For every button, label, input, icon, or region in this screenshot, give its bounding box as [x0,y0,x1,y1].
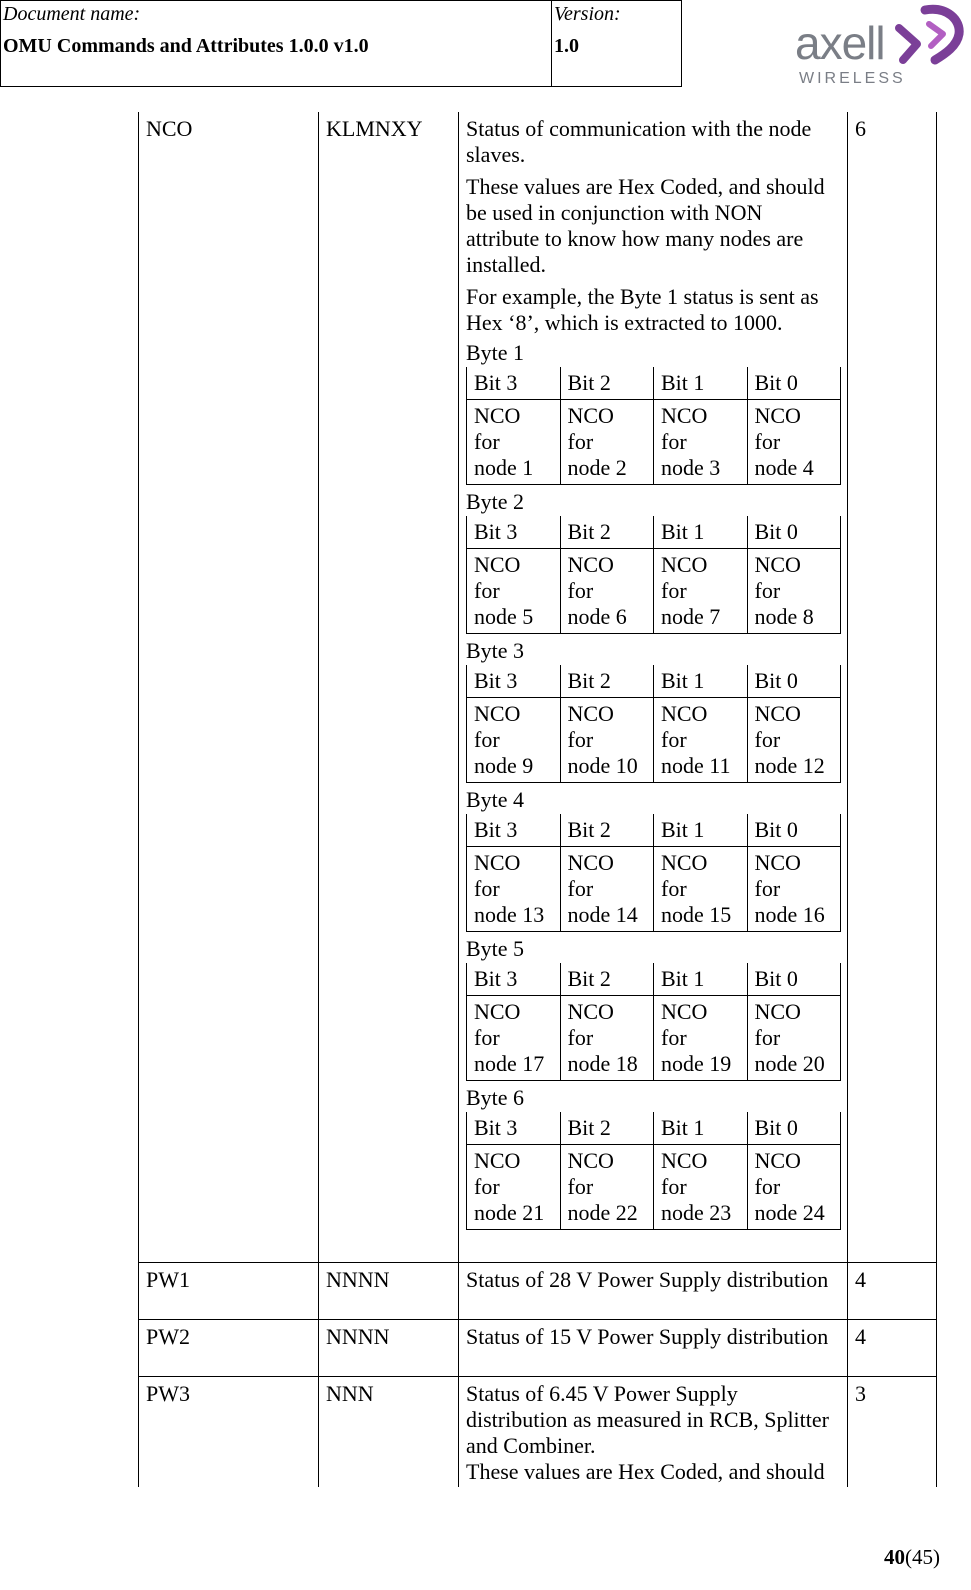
node-cell-line: for [661,727,687,752]
node-row [467,847,841,932]
byte-label: Byte 4 [466,787,525,812]
node-cell [747,549,841,634]
attribute-length: 4 [848,1320,937,1377]
node-cell [560,698,654,783]
node-cell-line: node 21 [474,1200,545,1225]
attribute-description [459,112,848,1263]
node-cell-line: for [661,578,687,603]
bit-header: Bit 1 [654,963,748,996]
node-cell-line: NCO [567,850,614,875]
byte-label: Byte 1 [466,340,525,365]
node-cell-line: for [567,429,594,454]
logo-subtitle: WIRELESS [799,70,906,87]
node-cell [467,1145,561,1230]
description-paragraph: Status of 6.45 V Power Supply distribution as measured in RCB, Splitter and Combiner. [466,1381,829,1458]
bit-header-row [467,367,841,400]
bit-header-row [467,1112,841,1145]
node-cell-line: node 1 [474,455,534,480]
byte-label: Byte 3 [466,638,525,663]
page-total: (45) [905,1545,940,1569]
page-number [884,1545,940,1570]
attribute-length: 4 [848,1263,937,1320]
node-cell-line: node 20 [754,1051,825,1076]
description-paragraph: These values are Hex Coded, and should [466,1459,825,1484]
node-cell-line: NCO [474,1148,521,1173]
node-cell [560,400,654,485]
bit-header: Bit 0 [747,814,841,847]
node-cell-line: NCO [567,999,614,1024]
node-cell-line: for [474,727,500,752]
node-cell-line: for [754,1025,781,1050]
node-cell-line: node 8 [754,604,814,629]
node-cell-line: for [661,1025,687,1050]
bit-header: Bit 3 [467,814,561,847]
attribute-name: NCO [139,112,319,1263]
node-cell [654,1145,748,1230]
node-cell-line: for [474,578,500,603]
logo-chevron-icon [895,0,965,70]
bit-header: Bit 0 [747,963,841,996]
node-cell-line: for [567,876,594,901]
node-cell-line: node 14 [567,902,638,927]
byte-label: Byte 5 [466,936,525,961]
node-row [467,1145,841,1230]
node-cell-line: NCO [567,552,614,577]
node-cell-line: for [754,578,781,603]
node-cell [654,996,748,1081]
attributes-table [138,112,937,1487]
node-cell-line: for [661,1174,687,1199]
node-cell [654,847,748,932]
bit-header-row [467,963,841,996]
node-cell [654,400,748,485]
node-cell-line: for [567,727,594,752]
bit-header: Bit 2 [560,1112,654,1145]
bit-header: Bit 3 [467,367,561,400]
node-cell-line: node 24 [754,1200,825,1225]
node-cell [560,1145,654,1230]
node-cell-line: node 5 [474,604,534,629]
node-cell-line: NCO [661,403,708,428]
bit-header: Bit 1 [654,665,748,698]
node-cell-line: for [661,429,687,454]
node-cell-line: node 3 [661,455,721,480]
node-cell-line: NCO [661,999,708,1024]
node-cell-line: for [474,1174,500,1199]
node-row [467,400,841,485]
node-cell-line: NCO [754,999,801,1024]
bit-header-row [467,665,841,698]
node-row [467,698,841,783]
node-cell-line: NCO [474,999,521,1024]
byte-bit-table [466,963,841,1081]
node-cell [747,847,841,932]
bit-header-row [467,516,841,549]
node-cell-line: NCO [661,552,708,577]
page-current: 40 [884,1545,905,1569]
attribute-name: PW1 [139,1263,319,1320]
node-cell [747,400,841,485]
attribute-description [459,1377,848,1488]
node-cell-line: for [567,1025,594,1050]
node-cell-line: for [567,578,594,603]
node-cell-line: NCO [754,1148,801,1173]
node-cell-line: for [567,1174,594,1199]
node-cell-line: NCO [661,850,708,875]
attribute-length: 6 [848,112,937,1263]
node-cell-line: node 7 [661,604,721,629]
bit-header: Bit 1 [654,516,748,549]
attribute-format: NNNN [319,1320,459,1377]
attribute-length: 3 [848,1377,937,1488]
node-cell-line: for [754,1174,781,1199]
node-cell-line: node 17 [474,1051,545,1076]
node-cell [560,549,654,634]
axell-wireless-logo [795,0,971,92]
version-label: Version: [554,3,621,25]
attribute-format: KLMNXY [319,112,459,1263]
table-row-nco [139,112,937,1263]
bit-header: Bit 1 [654,1112,748,1145]
description-paragraph: For example, the Byte 1 status is sent as Hex ‘8’, which is extracted to 1000. [466,284,819,335]
node-cell-line: NCO [474,403,521,428]
bit-header: Bit 0 [747,516,841,549]
node-cell [747,1145,841,1230]
node-cell-line: node 4 [754,455,814,480]
node-cell-line: node 6 [567,604,627,629]
bit-header: Bit 2 [560,814,654,847]
node-cell-line: node 2 [567,455,627,480]
bit-header: Bit 0 [747,1112,841,1145]
node-cell-line: NCO [754,403,801,428]
node-cell-line: node 18 [567,1051,638,1076]
description-paragraph: Status of communication with the node slaves. [466,116,812,167]
attribute-format: NNN [319,1377,459,1488]
node-cell-line: node 9 [474,753,534,778]
byte-label: Byte 6 [466,1085,525,1110]
attribute-name: PW2 [139,1320,319,1377]
byte-bit-table [466,516,841,634]
attribute-description: Status of 15 V Power Supply distribution [459,1320,848,1377]
node-cell-line: node 19 [661,1051,732,1076]
node-row [467,996,841,1081]
node-cell [467,400,561,485]
table-row-pw2 [139,1320,937,1377]
bit-header: Bit 0 [747,665,841,698]
version-box [552,0,682,87]
node-cell-line: NCO [474,850,521,875]
document-name-value: OMU Commands and Attributes 1.0.0 v1.0 [3,35,369,57]
node-cell [560,847,654,932]
node-cell-line: for [661,876,687,901]
attribute-format: NNNN [319,1263,459,1320]
byte-bit-table [466,1112,841,1230]
attribute-description: Status of 28 V Power Supply distribution [459,1263,848,1320]
bit-header: Bit 2 [560,963,654,996]
attribute-name: PW3 [139,1377,319,1488]
node-cell-line: node 15 [661,902,732,927]
node-cell [467,996,561,1081]
node-cell-line: NCO [754,850,801,875]
table-row-pw1 [139,1263,937,1320]
node-cell [654,549,748,634]
node-cell-line: node 11 [661,753,731,778]
bit-header: Bit 2 [560,367,654,400]
node-cell-line: NCO [567,1148,614,1173]
node-cell [560,996,654,1081]
node-cell-line: node 12 [754,753,825,778]
byte-bit-table [466,814,841,932]
node-cell-line: node 23 [661,1200,732,1225]
bit-header: Bit 1 [654,814,748,847]
node-cell-line: node 13 [474,902,545,927]
node-cell-line: NCO [754,701,801,726]
node-cell-line: node 16 [754,902,825,927]
bit-header: Bit 0 [747,367,841,400]
node-cell-line: NCO [661,1148,708,1173]
document-name-label: Document name: [3,3,141,25]
node-cell-line: for [474,1025,500,1050]
bit-header: Bit 1 [654,367,748,400]
node-cell [747,698,841,783]
bit-header: Bit 2 [560,516,654,549]
document-name-box [0,0,552,87]
node-cell-line: NCO [754,552,801,577]
bit-header: Bit 3 [467,963,561,996]
node-cell [467,549,561,634]
node-cell-line: NCO [661,701,708,726]
node-cell-line: NCO [474,552,521,577]
byte-bit-table [466,367,841,485]
version-value: 1.0 [554,35,579,57]
node-cell-line: for [474,429,500,454]
bit-header-row [467,814,841,847]
node-cell-line: NCO [474,701,521,726]
byte-label: Byte 2 [466,489,525,514]
byte-bit-table [466,665,841,783]
table-row-pw3 [139,1377,937,1488]
logo-wordmark: axell [795,17,885,69]
node-cell-line: for [754,876,781,901]
node-cell-line: node 22 [567,1200,638,1225]
node-cell [654,698,748,783]
node-cell-line: for [754,727,781,752]
node-row [467,549,841,634]
bit-header: Bit 3 [467,1112,561,1145]
node-cell-line: NCO [567,403,614,428]
node-cell [747,996,841,1081]
bit-header: Bit 3 [467,516,561,549]
node-cell [467,698,561,783]
bit-header: Bit 3 [467,665,561,698]
node-cell-line: NCO [567,701,614,726]
node-cell-line: for [474,876,500,901]
description-paragraph: These values are Hex Coded, and should be used in conjunction with NON attribute to know how many nodes are installed. [466,174,825,277]
node-cell-line: for [754,429,781,454]
bit-header: Bit 2 [560,665,654,698]
byte-tables [466,340,840,1230]
node-cell [467,847,561,932]
node-cell-line: node 10 [567,753,638,778]
